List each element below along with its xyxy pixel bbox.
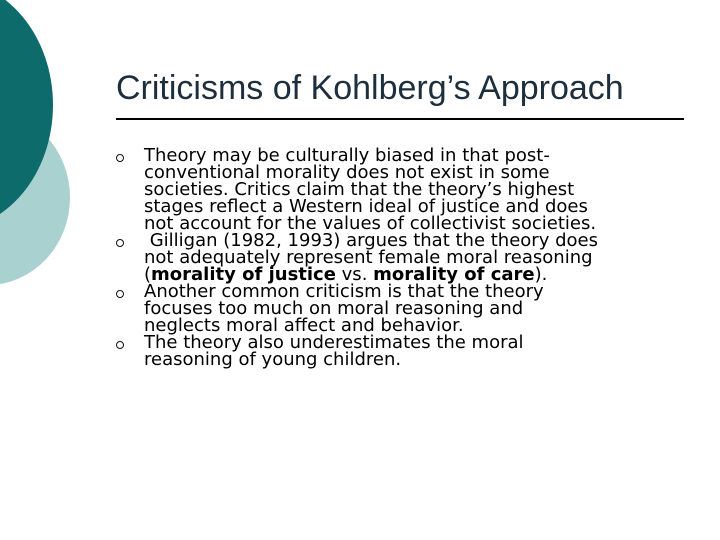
slide-title: Criticisms of Kohlberg’s Approach [116,69,624,107]
bullet-item-moral-reasoning [116,283,690,334]
bullet-list [116,147,690,368]
title-underline [116,118,684,120]
bullet-item-young-children [116,334,690,368]
hollow-circle-bullet-icon [116,239,124,247]
bullet-text-line: conventional morality does not exist in some [144,162,550,183]
bullet-text-line: neglects moral affect and behavior. [144,315,464,336]
bold-term-justice: morality of justice [151,264,336,285]
hollow-circle-bullet-icon [116,290,124,298]
text-fragment: ( [144,264,152,285]
hollow-circle-bullet-icon [116,154,124,162]
text-fragment: vs. [335,264,374,285]
bullet-text-line: focuses too much on moral reasoning and [144,298,524,319]
bullet-text-line: stages reflect a Western ideal of justice and does [144,196,588,217]
bullet-item-gilligan [116,232,690,283]
bold-term-care: morality of care [373,264,535,285]
bullet-text-line: Theory may be culturally biased in that post- [144,145,550,166]
bullet-text-line: Another common criticism is that the theory [144,281,544,302]
bullet-text-line: not adequately represent female moral reasoning [144,247,593,268]
bullet-text-line: The theory also underestimates the moral [144,332,524,353]
hollow-circle-bullet-icon [116,341,124,349]
bullet-text-line: Gilligan (1982, 1993) argues that the theory does [144,230,598,251]
bullet-text-line: reasoning of young children. [144,349,402,370]
bullet-text-line: not account for the values of collectivist societies. [144,213,597,234]
bullet-text-line: societies. Critics claim that the theory’s highest [144,179,575,200]
text-fragment: ). [534,264,548,285]
bullet-item-cultural-bias [116,147,690,232]
